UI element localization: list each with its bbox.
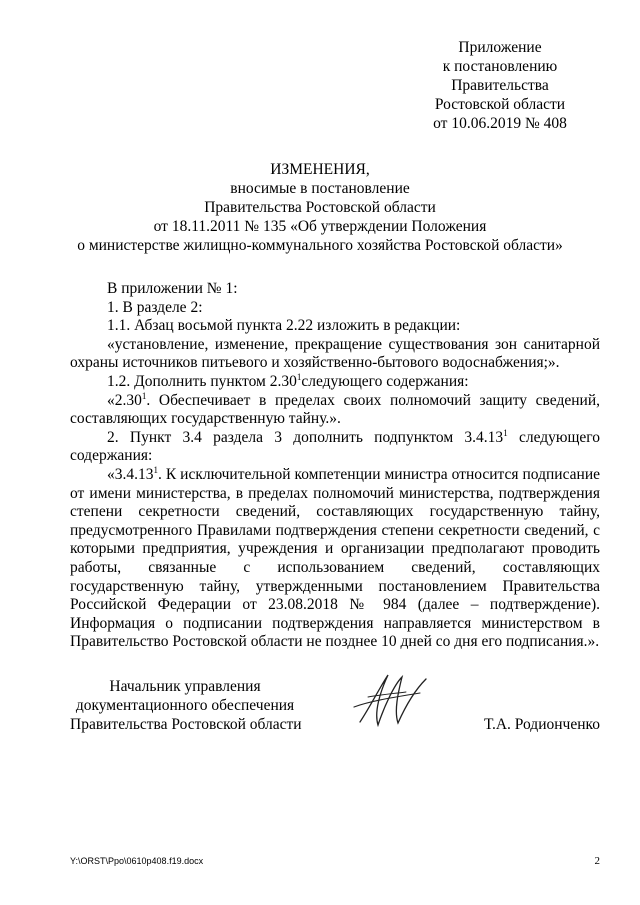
- title-line: от 18.11.2011 № 135 «Об утверждении Положения: [153, 218, 487, 235]
- title-line: вносимые в постановление: [230, 180, 410, 197]
- signatory-title-line: Правительства Ростовской области: [70, 716, 302, 733]
- signatory-title: [70, 677, 300, 734]
- paragraph: В приложении № 1:: [107, 280, 238, 297]
- signatory-name: Т.А. Родионченко: [484, 716, 600, 733]
- document-title: [70, 160, 570, 255]
- title-line: Правительства Ростовской области: [204, 199, 436, 216]
- superscript: 1: [503, 427, 508, 438]
- title-heading: ИЗМЕНЕНИЯ,: [270, 161, 370, 178]
- appendix-line: Приложение: [458, 39, 542, 56]
- paragraph: 1. В разделе 2:: [107, 298, 203, 316]
- superscript: 1: [153, 464, 158, 475]
- superscript: 1: [296, 371, 302, 382]
- document-body: [70, 280, 600, 652]
- paragraph-text: 1.2. Дополнить пунктом 2.30: [107, 372, 297, 390]
- file-path: Y:\ORST\Ppo\0610p408.f19.docx: [70, 856, 204, 866]
- signature-block: [70, 677, 600, 737]
- superscript: 1: [141, 390, 147, 401]
- paragraph: 1.1. Абзац восьмой пункта 2.22 изложить в редакции:: [107, 317, 461, 335]
- handwritten-signature-icon: [350, 667, 430, 737]
- appendix-line: к постановлению: [442, 58, 558, 75]
- title-line: о министерстве жилищно-коммунального хозяйства Ростовской области»: [77, 237, 563, 254]
- appendix-header: [400, 38, 600, 133]
- paragraph-text: «2.30: [107, 391, 142, 409]
- paragraph-text: следующего содержания:: [70, 428, 600, 465]
- paragraph-text: «3.4.13: [107, 465, 154, 483]
- appendix-line: от 10.06.2019 № 408: [433, 115, 567, 132]
- paragraph: [70, 466, 600, 652]
- appendix-line: Правительства: [451, 77, 549, 94]
- appendix-line: Ростовской области: [434, 96, 566, 113]
- paragraph-text: 2. Пункт 3.4 раздела 3 дополнить подпунктом 3.4.13: [107, 428, 504, 446]
- paragraph: «установление, изменение, прекращение существования зон санитарной охраны источников питьевого и хозяйственно-бытового водоснабжения;».: [70, 335, 600, 372]
- paragraph-text: следующего содержания:: [301, 372, 469, 390]
- paragraph: [70, 429, 600, 466]
- page-number: 2: [594, 855, 600, 867]
- paragraph-text: . К исключительной компетенции министра относится подписание от имени министерства, в пределах полномочий министерства, подтверждения степени секретности сведений, составляющих государственную тайну, предусмотренного Правилами подтверждения степени секретности сведений, с которыми предприятия, учреждения и организации предполагают проводить работы, связанные с использованием сведений, составляющих государственную тайну, утвержденными постановлением Правительства Российской Федерации от 23.08.2018 № 984 (далее – подтверждение). Информация о подписании подтверждения направляется министерством в Правительство Ростовской области не позднее 10 дней со дня его подписания.».: [70, 465, 600, 651]
- signatory-title-line: документационного обеспечения: [75, 697, 295, 714]
- paragraph: [70, 392, 600, 429]
- paragraph: [70, 373, 600, 392]
- signatory-title-line: Начальник управления: [109, 678, 261, 695]
- paragraph-text: . Обеспечивает в пределах своих полномочий защиту сведений, составляющих государственную тайну.».: [70, 391, 600, 428]
